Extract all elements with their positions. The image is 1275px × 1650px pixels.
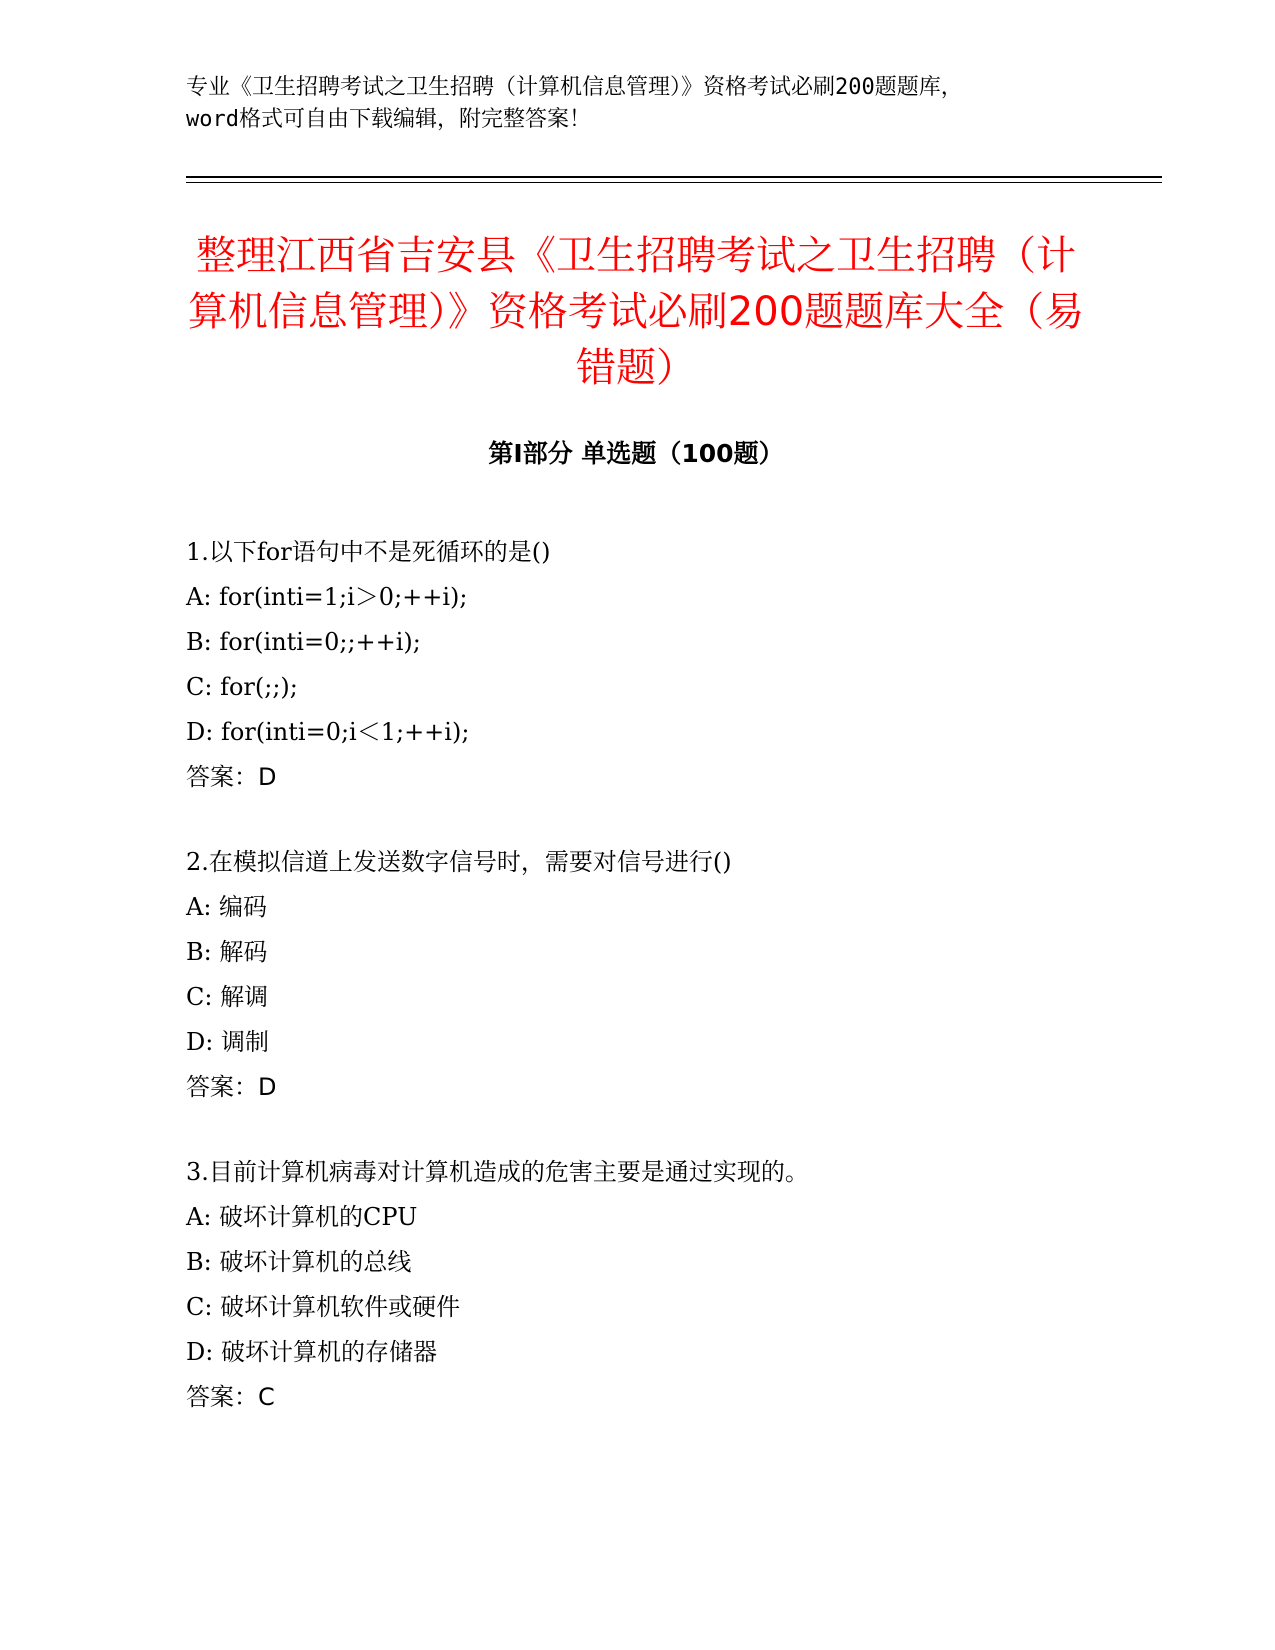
option-c: C: for(;;); [186, 673, 298, 701]
question-stem: 3.目前计算机病毒对计算机造成的危害主要是通过实现的。 [186, 1158, 809, 1186]
header-divider-thin [186, 182, 1162, 183]
question-list [186, 530, 1126, 1460]
question-item [186, 840, 1126, 1110]
question-item [186, 1150, 1126, 1420]
option-b: B: 破坏计算机的总线 [186, 1248, 412, 1276]
question-item [186, 530, 1126, 800]
answer-line: 答案：D [186, 1073, 277, 1101]
header-note-line-1: 专业《卫生招聘考试之卫生招聘（计算机信息管理）》资格考试必刷200题题库， [186, 75, 963, 100]
option-c: C: 解调 [186, 983, 269, 1011]
option-d: D: 调制 [186, 1028, 269, 1056]
option-d: D: for(inti=0;i＜1;++i); [186, 718, 470, 746]
header-divider-thick [186, 176, 1162, 178]
answer-line: 答案：C [186, 1383, 275, 1411]
option-a: A: 破坏计算机的CPU [186, 1203, 418, 1231]
option-b: B: 解码 [186, 938, 268, 966]
header-note-line-2: word格式可自由下载编辑，附完整答案！ [186, 107, 591, 132]
answer-line: 答案：D [186, 763, 277, 791]
document-title: 整理江西省吉安县《卫生招聘考试之卫生招聘（计算机信息管理）》资格考试必刷200题题库大全（易错题） [187, 233, 1085, 391]
option-a: A: 编码 [186, 893, 268, 921]
option-b: B: for(inti=0;;++i); [186, 628, 421, 656]
question-stem: 1.以下for语句中不是死循环的是() [186, 538, 551, 566]
option-a: A: for(inti=1;i＞0;++i); [186, 583, 468, 611]
header-note [186, 72, 1086, 136]
section-heading: 第I部分 单选题（100题） [488, 439, 784, 468]
option-d: D: 破坏计算机的存储器 [186, 1338, 437, 1366]
option-c: C: 破坏计算机软件或硬件 [186, 1293, 461, 1321]
question-stem: 2.在模拟信道上发送数字信号时，需要对信号进行() [186, 848, 732, 876]
